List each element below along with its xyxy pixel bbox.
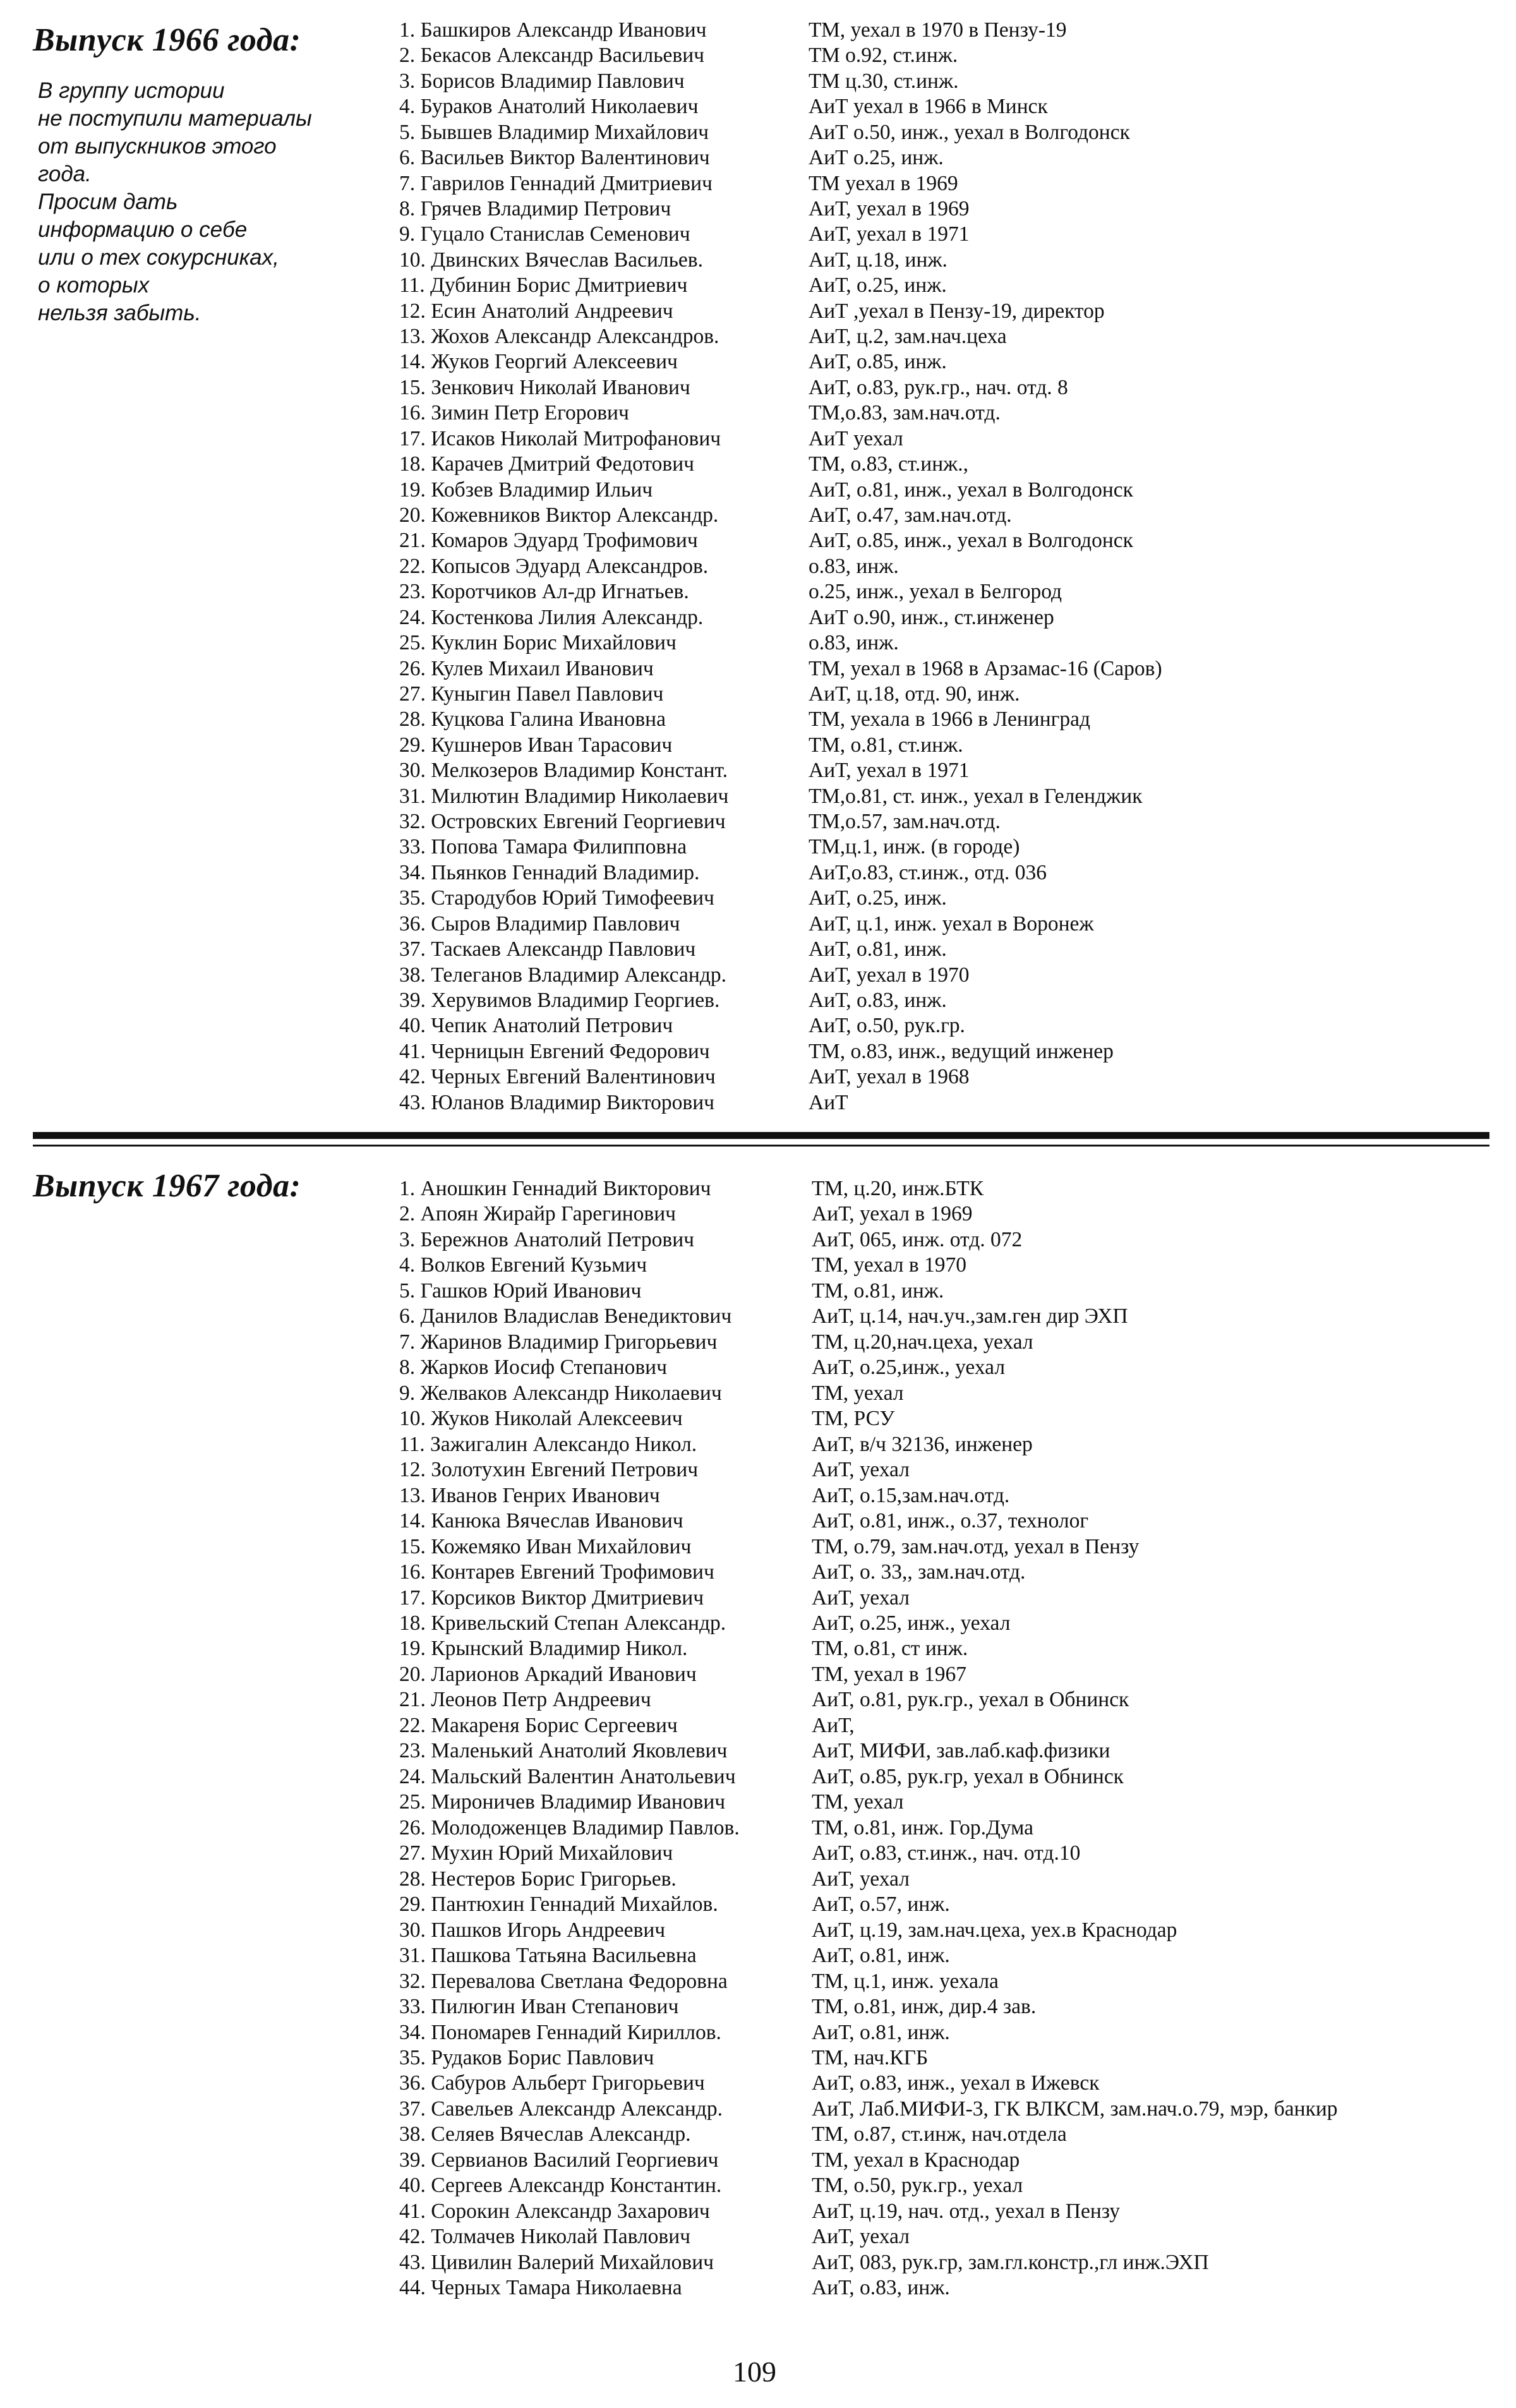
graduate-name: 28. Куцкова Галина Ивановна bbox=[399, 707, 666, 731]
graduate-name: 3. Бережнов Анатолий Петрович bbox=[399, 1227, 695, 1251]
graduate-name: 40. Чепик Анатолий Петрович bbox=[399, 1014, 673, 1038]
graduate-info: АиТ, в/ч 32136, инженер bbox=[812, 1432, 1033, 1456]
graduate-name: 2. Бекасов Александр Васильевич bbox=[399, 44, 704, 68]
graduate-info: АиТ о.25, инж. bbox=[809, 146, 944, 170]
graduate-name: 31. Милютин Владимир Николаевич bbox=[399, 784, 729, 808]
graduate-name: 36. Сабуров Альберт Григорьевич bbox=[399, 2071, 705, 2095]
graduate-info: ТМ, о.50, рук.гр., уехал bbox=[812, 2174, 1023, 2198]
graduate-name: 24. Мальский Валентин Анатольевич bbox=[399, 1764, 736, 1788]
graduate-name: 6. Данилов Владислав Венедиктович bbox=[399, 1304, 732, 1328]
graduate-info: АиТ, ц.18, инж. bbox=[809, 248, 948, 272]
graduate-name: 6. Васильев Виктор Валентинович bbox=[399, 146, 710, 170]
graduate-info: ТМ, уехала в 1966 в Ленинград bbox=[809, 707, 1091, 731]
graduate-name: 7. Гаврилов Геннадий Дмитриевич bbox=[399, 171, 713, 195]
graduate-info: ТМ, нач.КГБ bbox=[812, 2045, 929, 2069]
graduate-info: ТМ, о.83, ст.инж., bbox=[809, 452, 969, 476]
graduate-info: АиТ, ц.2, зам.нач.цеха bbox=[809, 325, 1007, 349]
graduate-name: 31. Пашкова Татьяна Васильевна bbox=[399, 1944, 697, 1968]
graduate-info: ТМ, РСУ bbox=[812, 1407, 895, 1431]
graduate-name: 34. Пьянков Геннадий Владимир. bbox=[399, 860, 700, 884]
graduate-name: 10. Двинских Вячеслав Васильев. bbox=[399, 248, 703, 272]
graduate-info: АиТ, уехал в 1971 bbox=[809, 222, 970, 246]
graduate-info: ТМ, уехал bbox=[812, 1381, 904, 1405]
graduate-info: АиТ, о.15,зам.нач.отд. bbox=[812, 1483, 1010, 1507]
graduate-name: 30. Мелкозеров Владимир Констант. bbox=[399, 759, 728, 783]
graduate-name: 19. Крынский Владимир Никол. bbox=[399, 1637, 688, 1661]
graduate-name: 3. Борисов Владимир Павлович bbox=[399, 69, 685, 93]
graduate-info: АиТ, 065, инж. отд. 072 bbox=[812, 1227, 1023, 1251]
graduate-info: АиТ, о.81, инж. bbox=[812, 1944, 950, 1968]
graduate-name: 22. Копысов Эдуард Александров. bbox=[399, 554, 709, 578]
graduate-info: АиТ, о.25, инж., уехал bbox=[812, 1611, 1011, 1635]
graduate-name: 41. Сорокин Александр Захарович bbox=[399, 2199, 710, 2223]
graduate-name: 12. Есин Анатолий Андреевич bbox=[399, 299, 673, 323]
graduate-info: АиТ, уехал в 1971 bbox=[809, 759, 970, 783]
graduate-name: 25. Мироничев Владимир Иванович bbox=[399, 1790, 726, 1814]
graduate-info: АиТ, о.85, рук.гр, уехал в Обнинск bbox=[812, 1764, 1124, 1788]
graduate-info: АиТ, уехал в 1968 bbox=[809, 1065, 970, 1089]
graduate-info: АиТ, уехал bbox=[812, 1586, 910, 1610]
graduate-name: 35. Рудаков Борис Павлович bbox=[399, 2045, 654, 2069]
graduate-info: АиТ, о.57, инж. bbox=[812, 1893, 950, 1917]
graduate-info: ТМ,о.57, зам.нач.отд. bbox=[809, 810, 1001, 834]
graduate-name: 26. Молодоженцев Владимир Павлов. bbox=[399, 1815, 740, 1839]
graduate-info: ТМ, уехал в 1968 в Арзамас-16 (Саров) bbox=[809, 656, 1162, 680]
graduate-info: АиТ, уехал в 1970 bbox=[809, 963, 970, 987]
graduate-info: АиТ, МИФИ, зав.лаб.каф.физики bbox=[812, 1739, 1110, 1763]
graduate-name: 37. Таскаев Александр Павлович bbox=[399, 937, 696, 961]
graduate-info: ТМ о.92, ст.инж. bbox=[809, 44, 958, 68]
graduate-name: 19. Кобзев Владимир Ильич bbox=[399, 478, 653, 502]
graduate-name: 25. Куклин Борис Михайлович bbox=[399, 631, 677, 655]
graduate-name: 33. Пилюгин Иван Степанович bbox=[399, 1995, 679, 2019]
graduate-name: 12. Золотухин Евгений Петрович bbox=[399, 1458, 699, 1482]
graduate-name: 30. Пашков Игорь Андреевич bbox=[399, 1918, 666, 1942]
section-note: В группу истории не поступили материалы от выпускников этого года. Просим дать информацию о себе или о тех сокурсниках, о которых нельзя забыть. bbox=[38, 78, 312, 325]
graduate-name: 43. Цивилин Валерий Михайлович bbox=[399, 2250, 714, 2274]
graduate-name: 5. Гашков Юрий Иванович bbox=[399, 1279, 642, 1303]
graduate-name: 40. Сергеев Александр Константин. bbox=[399, 2174, 722, 2198]
graduate-info: ТМ, о.79, зам.нач.отд, уехал в Пензу bbox=[812, 1534, 1140, 1558]
graduate-info: АиТ, уехал в 1969 bbox=[812, 1202, 973, 1226]
graduate-name: 38. Селяев Вячеслав Александр. bbox=[399, 2122, 691, 2146]
graduate-name: 21. Комаров Эдуард Трофимович bbox=[399, 529, 698, 553]
graduate-name: 17. Исаков Николай Митрофанович bbox=[399, 426, 721, 450]
graduate-name: 13. Жохов Александр Александров. bbox=[399, 325, 719, 349]
graduate-info: АиТ уехал bbox=[809, 426, 903, 450]
graduate-info: АиТ, о.81, инж., уехал в Волгодонск bbox=[809, 478, 1133, 502]
graduate-info: ТМ,о.83, зам.нач.отд. bbox=[809, 401, 1001, 425]
graduate-name: 22. Макареня Борис Сергеевич bbox=[399, 1713, 678, 1737]
graduate-info: АиТ bbox=[809, 1090, 848, 1114]
graduate-info: АиТ, о.83, рук.гр., нач. отд. 8 bbox=[809, 375, 1068, 399]
graduate-name: 41. Черницын Евгений Федорович bbox=[399, 1039, 710, 1063]
graduate-name: 32. Перевалова Светлана Федоровна bbox=[399, 1969, 728, 1993]
graduate-info: ТМ, уехал в 1970 bbox=[812, 1253, 967, 1277]
graduate-name: 37. Савельев Александр Александр. bbox=[399, 2097, 723, 2121]
graduate-info: ТМ, о.81, ст инж. bbox=[812, 1637, 968, 1661]
graduate-info: АиТ уехал в 1966 в Минск bbox=[809, 95, 1048, 119]
graduate-name: 17. Корсиков Виктор Дмитриевич bbox=[399, 1586, 704, 1610]
graduate-info: АиТ о.90, инж., ст.инженер bbox=[809, 605, 1054, 629]
graduate-info: АиТ, о.81, инж., о.37, технолог bbox=[812, 1509, 1089, 1533]
graduate-info: АиТ, о. 33,, зам.нач.отд. bbox=[812, 1560, 1026, 1584]
section-heading: Выпуск 1967 года: bbox=[33, 1168, 301, 1204]
graduate-info: АиТ, ц.14, нач.уч.,зам.ген дир ЭХП bbox=[812, 1304, 1128, 1328]
graduate-name: 2. Апоян Жирайр Гарегинович bbox=[399, 1202, 677, 1226]
graduate-name: 44. Черных Тамара Николаевна bbox=[399, 2276, 682, 2300]
graduate-name: 13. Иванов Генрих Иванович bbox=[399, 1483, 660, 1507]
graduate-name: 7. Жаринов Владимир Григорьевич bbox=[399, 1330, 718, 1354]
graduate-name: 29. Кушнеров Иван Тарасович bbox=[399, 733, 673, 757]
graduate-info: АиТ, уехал в 1969 bbox=[809, 196, 970, 220]
graduate-name: 43. Юланов Владимир Викторович bbox=[399, 1090, 714, 1114]
graduate-info: АиТ, о.50, рук.гр. bbox=[809, 1014, 965, 1038]
graduate-name: 11. Зажигалин Александо Никол. bbox=[399, 1432, 697, 1456]
graduate-name: 35. Стародубов Юрий Тимофеевич bbox=[399, 886, 714, 910]
graduate-info: АиТ о.50, инж., уехал в Волгодонск bbox=[809, 120, 1130, 144]
graduate-name: 15. Зенкович Николай Иванович bbox=[399, 375, 690, 399]
graduate-info: ТМ, о.81, ст.инж. bbox=[809, 733, 963, 757]
graduate-info: АиТ, уехал bbox=[812, 1458, 910, 1482]
graduate-info: ТМ, о.81, инж, дир.4 зав. bbox=[812, 1995, 1037, 2019]
graduate-info: АиТ, уехал bbox=[812, 1867, 910, 1891]
graduate-name: 9. Желваков Александр Николаевич bbox=[399, 1381, 722, 1405]
graduate-name: 27. Мухин Юрий Михайлович bbox=[399, 1841, 673, 1865]
graduate-name: 42. Толмачев Николай Павлович bbox=[399, 2225, 691, 2249]
graduate-info: ТМ,о.81, ст. инж., уехал в Геленджик bbox=[809, 784, 1143, 808]
graduate-info: ТМ, о.83, инж., ведущий инженер bbox=[809, 1039, 1114, 1063]
graduate-info: АиТ, о.25, инж. bbox=[809, 886, 947, 910]
graduate-info: АиТ, о.25, инж. bbox=[809, 274, 947, 298]
graduate-name: 8. Жарков Иосиф Степанович bbox=[399, 1356, 667, 1380]
graduate-name: 18. Карачев Дмитрий Федотович bbox=[399, 452, 695, 476]
graduate-info: ТМ, ц.20, инж.БТК bbox=[812, 1177, 984, 1200]
graduate-name: 5. Бывшев Владимир Михайлович bbox=[399, 120, 709, 144]
graduate-name: 33. Попова Тамара Филипповна bbox=[399, 835, 687, 859]
graduate-info: о.83, инж. bbox=[809, 631, 899, 655]
graduate-name: 11. Дубинин Борис Дмитриевич bbox=[399, 274, 688, 298]
graduate-info: АиТ,о.83, ст.инж., отд. 036 bbox=[809, 860, 1047, 884]
graduate-info: АиТ, bbox=[812, 1713, 855, 1737]
graduate-info: АиТ, о.83, инж., уехал в Ижевск bbox=[812, 2071, 1100, 2095]
graduate-info: ТМ, о.87, ст.инж, нач.отдела bbox=[812, 2122, 1067, 2146]
graduate-info: ТМ, уехал в 1970 в Пензу-19 bbox=[809, 18, 1067, 42]
graduate-info: АиТ, о.83, инж. bbox=[809, 988, 947, 1012]
graduate-info: о.83, инж. bbox=[809, 554, 899, 578]
graduate-info: ТМ ц.30, ст.инж. bbox=[809, 69, 959, 93]
graduate-name: 14. Жуков Георгий Алексеевич bbox=[399, 350, 678, 374]
graduate-info: о.25, инж., уехал в Белгород bbox=[809, 580, 1062, 604]
graduate-name: 29. Пантюхин Геннадий Михайлов. bbox=[399, 1893, 718, 1917]
graduate-info: АиТ, о.83, инж. bbox=[812, 2276, 950, 2300]
graduate-info: АиТ, о.85, инж. bbox=[809, 350, 947, 374]
graduate-name: 1. Аношкин Геннадий Викторович bbox=[399, 1177, 711, 1200]
graduate-info: ТМ, ц.1, инж. уехала bbox=[812, 1969, 999, 1993]
graduate-info: АиТ, о.47, зам.нач.отд. bbox=[809, 503, 1012, 527]
graduate-name: 23. Маленький Анатолий Яковлевич bbox=[399, 1739, 728, 1763]
graduate-info: АиТ ,уехал в Пензу-19, директор bbox=[809, 299, 1105, 323]
graduate-info: АиТ, ц.1, инж. уехал в Воронеж bbox=[809, 912, 1094, 936]
graduate-info: ТМ,ц.1, инж. (в городе) bbox=[809, 835, 1020, 859]
graduate-name: 42. Черных Евгений Валентинович bbox=[399, 1065, 716, 1089]
graduate-info: АиТ, ц.19, зам.нач.цеха, уех.в Краснодар bbox=[812, 1918, 1177, 1942]
graduate-info: АиТ, Лаб.МИФИ-3, ГК ВЛКСМ, зам.нач.о.79, мэр, банкир bbox=[812, 2097, 1338, 2121]
graduate-info: АиТ, о.85, инж., уехал в Волгодонск bbox=[809, 529, 1133, 553]
graduate-info: ТМ уехал в 1969 bbox=[809, 171, 958, 195]
graduate-name: 1. Башкиров Александр Иванович bbox=[399, 18, 707, 42]
page-number: 109 bbox=[733, 2356, 776, 2388]
graduate-name: 4. Бураков Анатолий Николаевич bbox=[399, 95, 699, 119]
graduate-info: АиТ, о.25,инж., уехал bbox=[812, 1356, 1006, 1380]
graduate-name: 36. Сыров Владимир Павлович bbox=[399, 912, 680, 936]
graduate-name: 39. Сервианов Василий Георгиевич bbox=[399, 2148, 719, 2172]
graduate-info: АиТ, ц.19, нач. отд., уехал в Пензу bbox=[812, 2199, 1121, 2223]
graduate-info: ТМ, о.81, инж. bbox=[812, 1279, 944, 1303]
graduate-info: ТМ, ц.20,нач.цеха, уехал bbox=[812, 1330, 1033, 1354]
graduate-name: 20. Кожевников Виктор Александр. bbox=[399, 503, 719, 527]
graduate-name: 34. Пономарев Геннадий Кириллов. bbox=[399, 2020, 721, 2044]
graduate-info: АиТ, ц.18, отд. 90, инж. bbox=[809, 682, 1020, 706]
graduate-name: 9. Гуцало Станислав Семенович bbox=[399, 222, 690, 246]
graduate-info: АиТ, о.81, рук.гр., уехал в Обнинск bbox=[812, 1688, 1129, 1712]
graduate-info: АиТ, о.83, ст.инж., нач. отд.10 bbox=[812, 1841, 1081, 1865]
graduate-name: 18. Кривельский Степан Александр. bbox=[399, 1611, 726, 1635]
graduate-name: 15. Кожемяко Иван Михайлович bbox=[399, 1534, 692, 1558]
graduate-name: 38. Телеганов Владимир Александр. bbox=[399, 963, 726, 987]
graduate-name: 16. Зимин Петр Егорович bbox=[399, 401, 629, 425]
graduate-name: 14. Канюка Вячеслав Иванович bbox=[399, 1509, 683, 1533]
graduate-name: 26. Кулев Михаил Иванович bbox=[399, 656, 654, 680]
graduate-name: 27. Куныгин Павел Павлович bbox=[399, 682, 664, 706]
graduate-name: 39. Херувимов Владимир Георгиев. bbox=[399, 988, 720, 1012]
graduate-name: 8. Грячев Владимир Петрович bbox=[399, 196, 671, 220]
graduate-info: ТМ, уехал в 1967 bbox=[812, 1662, 967, 1686]
graduate-info: ТМ, уехал в Краснодар bbox=[812, 2148, 1020, 2172]
graduate-name: 24. Костенкова Лилия Александр. bbox=[399, 605, 704, 629]
graduate-name: 4. Волков Евгений Кузьмич bbox=[399, 1253, 647, 1277]
graduate-name: 23. Коротчиков Ал-др Игнатьев. bbox=[399, 580, 689, 604]
graduate-name: 32. Островских Евгений Георгиевич bbox=[399, 810, 726, 834]
graduate-name: 28. Нестеров Борис Григорьев. bbox=[399, 1867, 677, 1891]
graduate-name: 20. Ларионов Аркадий Иванович bbox=[399, 1662, 697, 1686]
graduate-info: АиТ, о.81, инж. bbox=[812, 2020, 950, 2044]
graduate-name: 16. Контарев Евгений Трофимович bbox=[399, 1560, 714, 1584]
graduate-info: ТМ, уехал bbox=[812, 1790, 904, 1814]
section-heading: Выпуск 1966 года: bbox=[33, 22, 301, 58]
graduate-info: АиТ, о.81, инж. bbox=[809, 937, 947, 961]
graduate-info: ТМ, о.81, инж. Гор.Дума bbox=[812, 1815, 1033, 1839]
graduate-info: АиТ, 083, рук.гр, зам.гл.констр.,гл инж.ЭХП bbox=[812, 2250, 1209, 2274]
graduate-name: 21. Леонов Петр Андреевич bbox=[399, 1688, 651, 1712]
graduate-name: 10. Жуков Николай Алексеевич bbox=[399, 1407, 683, 1431]
graduate-info: АиТ, уехал bbox=[812, 2225, 910, 2249]
